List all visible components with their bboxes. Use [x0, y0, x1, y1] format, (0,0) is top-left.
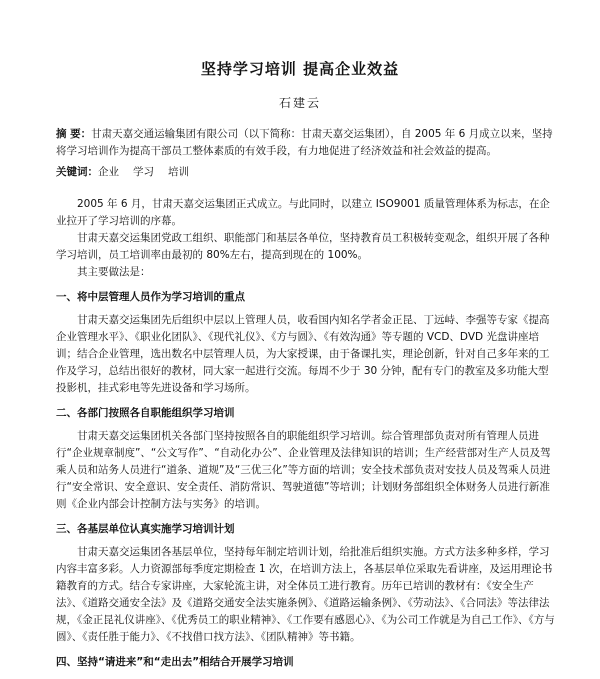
keyword: 企业: [98, 166, 119, 178]
paragraph: 甘肃天嘉交运集团党政工组织、职能部门和基层各单位，坚持教育员工积极转变观念，组织开展了各种学习培训，员工培训率由最初的 80%左右，提高到现在的 100%。: [56, 232, 550, 261]
abstract: [56, 126, 556, 160]
section-text: 甘肃天嘉交运集团机关各部门坚持按照各自的职能组织学习培训。综合管理部负责对所有管理人员进行“企业规章制度”、“公文写作”、“自动化办公”、企业管理及法律知识的培训；生产经营部对生产人员及驾乘人员和站务人员进行“道条、道规”及“三优三化”等方面的培训；安全技术部负责对安技人员及驾乘人员进行“安全常识、安全意识、安全责任、消防常识、驾驶道德”等培训；计划财务部组织全体财务人员进行新准则《企业内部会计控制方法与实务》的培训。: [56, 430, 551, 510]
keyword: 学习: [133, 166, 154, 178]
section-text: 甘肃天嘉交运集团先后组织中层以上管理人员，收看国内知名学者金正昆、丁远峙、李强等专家《提高企业管理水平》、《职业化团队》、《现代礼仪》、《方与圆》、《有效沟通》等专题的 VCD、DVD 光盘讲座培训；结合企业管理，选出数名中层管理人员，为大家授课，由于备课扎实，理论创新，针对自己多年来的工作及学习，总结出很好的教材，同大家一起进行交流。每周不少于 30 分钟，配有专门的教室及多功能大型投影机，挂式彩电等先进设备和学习场所。: [56, 314, 550, 394]
section-heading: 一、将中层管理人员作为学习培训的重点: [56, 291, 245, 303]
paragraph: 2005 年 6 月，甘肃天嘉交运集团正式成立。与此同时，以建立 ISO9001 质量管理体系为标志，在企业拉开了学习培训的序幕。: [56, 198, 550, 227]
paragraph: 其主要做法是：: [77, 266, 151, 278]
author-name: 石建云: [278, 96, 321, 110]
abstract-text: 甘肃天嘉交通运输集团有限公司（以下简称：甘肃天嘉交运集团），自 2005 年 6 月成立以来，坚持将学习培训作为提高干部员工整体素质的有效手段，有力地促进了经济效益和社会效益的提高。: [56, 128, 553, 157]
section-heading: 二、各部门按照各自职能组织学习培训: [56, 407, 235, 419]
document-body: [56, 196, 556, 677]
keywords: [56, 164, 556, 181]
keywords-label: 关键词：: [56, 166, 98, 178]
section-heading: 四、坚持“请进来”和“走出去”相结合开展学习培训: [56, 656, 294, 668]
section-text: 甘肃天嘉交运集团各基层单位，坚持每年制定培训计划，给批准后组织实施。方式方法多种多样，学习内容丰富多彩。人力资源部每季度定期检查 1 次，在培训方法上，各基层单位采取先看讲座，及运用理论书籍教育的方式。结合专家讲座，大家轮流主讲，对全体员工进行教育。历年已培训的教材有：《安全生产法》、《道路交通安全法》及《道路交通安全法实施条例》、《道路运输条例》、《劳动法》、《合同法》等法律法规，《金正昆礼仪讲座》、《优秀员工的职业精神》、《工作要有感恩心》、《为公司工作就是为自己工作》、《方与圆》、《责任胜于能力》、《不找借口找方法》、《团队精神》等书籍。: [56, 546, 555, 643]
section-heading: 三、各基层单位认真实施学习培训计划: [56, 523, 235, 535]
page-title: 坚持学习培训 提高企业效益: [200, 60, 400, 78]
abstract-label: 摘 要：: [56, 128, 92, 140]
keyword: 培训: [168, 166, 189, 178]
